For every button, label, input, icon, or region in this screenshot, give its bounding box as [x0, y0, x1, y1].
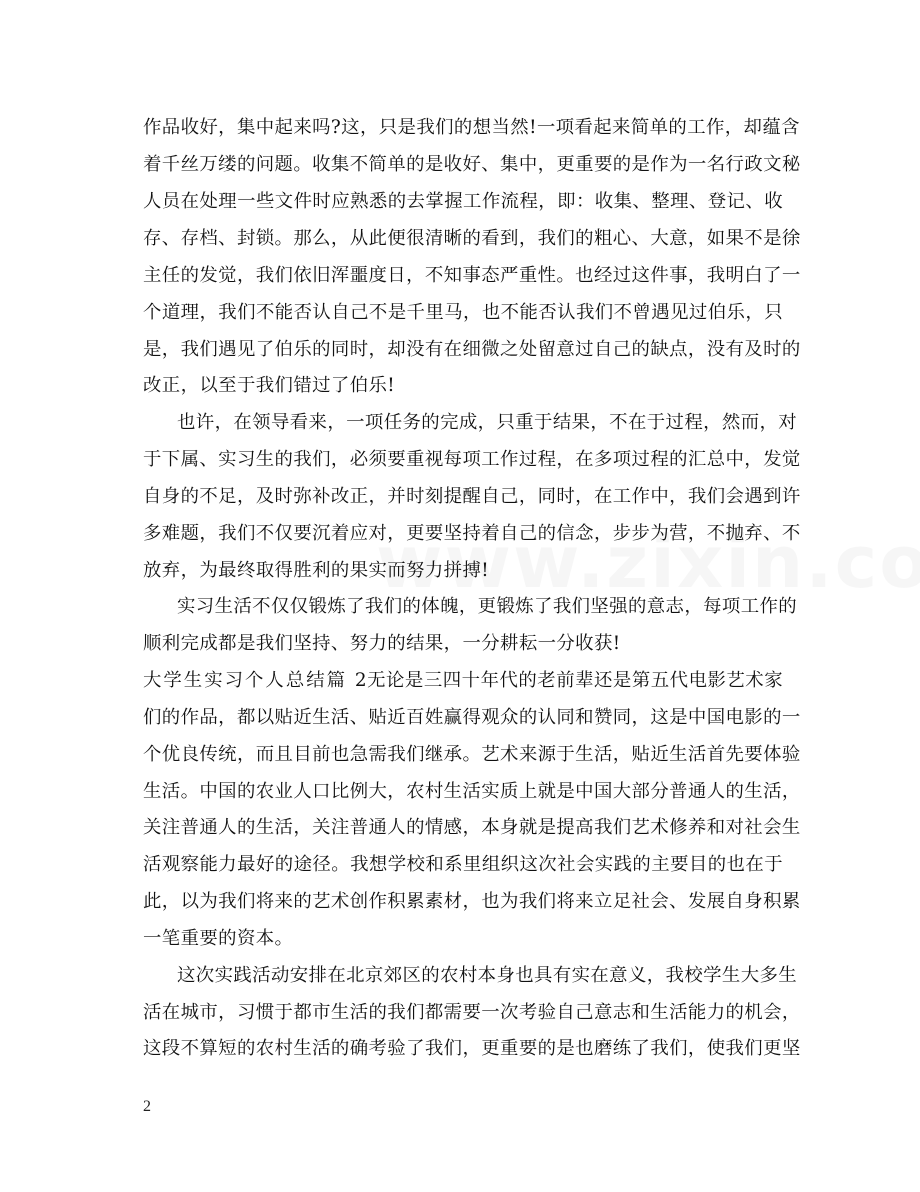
text-line: 一笔重要的资本。: [143, 928, 294, 949]
paragraph-first-line: 实习生活不仅仅锻炼了我们的体魄，更锻炼了我们坚强的意志，每项工作的: [177, 596, 798, 617]
text-line: 个道理，我们不能否认自己不是千里马，也不能否认我们不曾遇见过伯乐，只: [143, 302, 783, 323]
text-line: 顺利完成都是我们坚持、努力的结果，一分耕耘一分收获!: [143, 633, 621, 654]
text-line: 是，我们遇见了伯乐的同时，却没有在细微之处留意过自己的缺点，没有及时的: [143, 339, 801, 360]
text-line: 改正，以至于我们错过了伯乐!: [143, 375, 396, 396]
text-line: 们的作品，都以贴近生活、贴近百姓赢得观众的认同和赞同，这是中国电影的一: [143, 707, 801, 728]
text-line: 活观察能力最好的途径。我想学校和系里组织这次社会实践的主要目的也在于: [143, 854, 783, 875]
text-line: 这段不算短的农村生活的确考验了我们，更重要的是也磨练了我们，使我们更坚: [143, 1038, 801, 1059]
text-line: 自身的不足，及时弥补改正，并时刻提醒自己，同时，在工作中，我们会遇到许: [143, 486, 801, 507]
text-line: 作品收好，集中起来吗?这，只是我们的想当然!一项看起来简单的工作，却蕴含: [143, 117, 800, 138]
text-line: 关注普通人的生活，关注普通人的情感，本身就是提高我们艺术修养和对社会生: [143, 817, 801, 838]
text-line: 于下属、实习生的我们，必须要重视每项工作过程，在多项过程的汇总中，发觉: [143, 449, 801, 470]
text-line: 人员在处理一些文件时应熟悉的去掌握工作流程，即：收集、整理、登记、收: [143, 191, 783, 212]
text-line: 放弃，为最终取得胜利的果实而努力拼搏!: [143, 560, 490, 581]
text-line: 此，以为我们将来的艺术创作积累素材，也为我们将来立足社会、发展自身积累: [143, 891, 801, 912]
page-number: 2: [143, 1098, 151, 1115]
paragraph-first-line: 也许，在领导看来，一项任务的完成，只重于结果，不在于过程，然而，对: [177, 412, 798, 433]
section-heading-line: [143, 663, 783, 699]
text-line: 个优良传统，而且目前也急需我们继承。艺术来源于生活，贴近生活首先要体验: [143, 744, 801, 765]
text-line: 主任的发觉，我们依旧浑噩度日，不知事态严重性。也经过这件事，我明白了一: [143, 265, 801, 286]
text-line: 无论是三四十年代的老前辈还是第五代电影艺术家: [367, 670, 783, 691]
text-line: 生活。中国的农业人口比例大，农村生活实质上就是中国大部分普通人的生活，: [143, 781, 801, 802]
paragraph-first-line: 这次实践活动安排在北京郊区的农村本身也具有实在意义，我校学生大多生: [177, 965, 798, 986]
section-heading: 大学生实习个人总结篇 2: [143, 670, 367, 691]
text-line: 活在城市，习惯于都市生活的我们都需要一次考验自己意志和生活能力的机会，: [143, 1002, 801, 1023]
text-line: 多难题，我们不仅要沉着应对，更要坚持着自己的信念，步步为营，不抛弃、不: [143, 523, 801, 544]
text-line: 存、存档、封锁。那么，从此便很清晰的看到，我们的粗心、大意，如果不是徐: [143, 228, 801, 249]
text-line: 着千丝万缕的问题。收集不简单的是收好、集中，更重要的是作为一名行政文秘: [143, 154, 801, 175]
